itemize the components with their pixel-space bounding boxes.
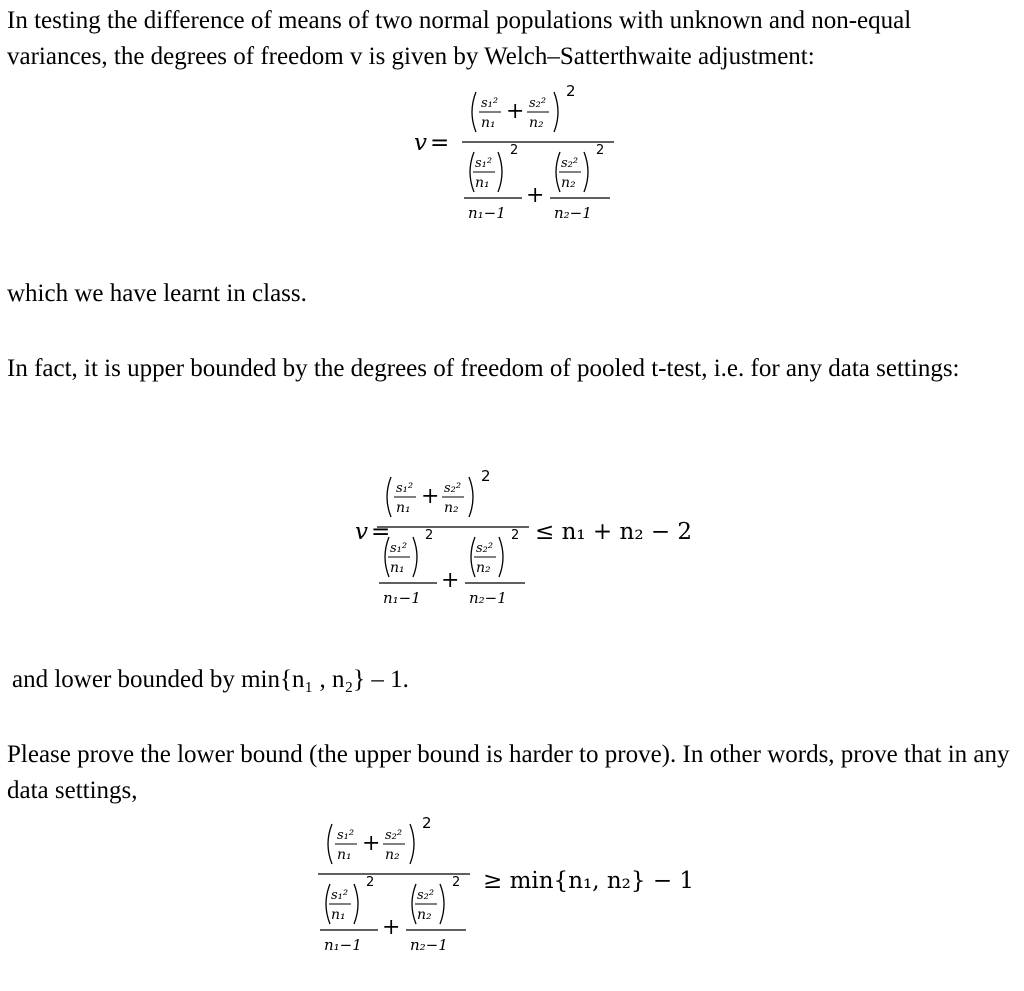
left-paren [387, 477, 391, 517]
upper-bound-equation [355, 455, 715, 625]
intro-paragraph: In testing the difference of means of two normal populations with unknown and non-equal variances, the degrees of freedom v is given by Welch–Satterthwaite adjustment: [7, 7, 912, 70]
square-exponent: 2 [566, 82, 576, 100]
den1-denominator: n₁−1 [324, 936, 362, 954]
num-term2-numerator: s₂² [385, 828, 403, 843]
den2-exponent: 2 [452, 875, 461, 890]
den-term1-denominator: n₁ [331, 907, 346, 923]
den-term1-denominator: n₁ [390, 560, 405, 576]
den-plus-sign: + [526, 183, 545, 208]
den2-right-paren [584, 152, 588, 192]
v-symbol: v [414, 130, 427, 156]
num-term2-denominator: n₂ [385, 847, 400, 863]
den-term1-numerator: s₁² [331, 888, 349, 903]
den-term2-denominator: n₂ [476, 560, 491, 576]
welch-lhs [414, 130, 449, 156]
lower-bound-equation [318, 812, 718, 982]
plus-sign: + [506, 99, 525, 124]
welch-fraction [462, 82, 614, 222]
lower-fraction [318, 814, 470, 954]
right-paren [410, 824, 414, 864]
den-term2-numerator: s₂² [476, 541, 494, 556]
lower-rhs: ≥ min{n₁, n₂} − 1 [483, 868, 695, 894]
num-term1-numerator: s₁² [337, 828, 355, 843]
square-exponent: 2 [422, 814, 432, 832]
left-paren [328, 824, 332, 864]
num-term2-numerator: s₂² [529, 96, 547, 111]
den-term2-denominator: n₂ [417, 907, 432, 923]
den-term2-numerator: s₂² [417, 888, 435, 903]
upper-fraction [377, 467, 529, 607]
equals-sign: = [430, 130, 450, 156]
equals-sign: = [371, 519, 391, 545]
square-exponent: 2 [481, 467, 491, 485]
den-term2-numerator: s₂² [561, 156, 579, 171]
den-plus-sign: + [382, 915, 401, 940]
left-paren [472, 92, 476, 132]
den-term1-denominator: n₁ [475, 175, 490, 191]
den2-right-paren [440, 884, 444, 924]
den2-denominator: n₂−1 [554, 204, 592, 222]
den1-exponent: 2 [366, 875, 375, 890]
den-term1-numerator: s₁² [475, 156, 493, 171]
right-paren [554, 92, 558, 132]
den-term2-denominator: n₂ [561, 175, 576, 191]
den2-right-paren [499, 537, 503, 577]
v-symbol: v [355, 519, 368, 545]
den2-exponent: 2 [511, 528, 520, 543]
num-term2-denominator: n₂ [529, 115, 544, 131]
num-term1-denominator: n₁ [481, 115, 496, 131]
den1-denominator: n₁−1 [383, 589, 421, 607]
welch-equation [400, 80, 630, 240]
plus-sign: + [421, 484, 440, 509]
den1-right-paren [354, 884, 358, 924]
den1-right-paren [498, 152, 502, 192]
den1-exponent: 2 [510, 143, 519, 158]
num-term1-numerator: s₁² [481, 96, 499, 111]
upper-rhs: ≤ n₁ + n₂ − 2 [535, 519, 693, 545]
den1-exponent: 2 [425, 528, 434, 543]
plus-sign: + [362, 831, 381, 856]
den-plus-sign: + [441, 568, 460, 593]
den2-denominator: n₂−1 [410, 936, 448, 954]
num-term1-denominator: n₁ [396, 500, 411, 516]
lower-bound-paragraph: and lower bounded by min{n₁ , n₂} – 1. [12, 666, 409, 693]
num-term2-numerator: s₂² [444, 481, 462, 496]
num-term1-numerator: s₁² [396, 481, 414, 496]
den2-denominator: n₂−1 [469, 589, 507, 607]
den2-exponent: 2 [596, 143, 605, 158]
den-term1-numerator: s₁² [390, 541, 408, 556]
prove-paragraph: Please prove the lower bound (the upper bound is harder to prove). In other words, prove that in any data settings, [7, 741, 1010, 804]
den1-right-paren [413, 537, 417, 577]
den1-denominator: n₁−1 [468, 204, 506, 222]
upper-paragraph: In fact, it is upper bounded by the degrees of freedom of pooled t-test, i.e. for any data settings: [7, 355, 960, 382]
num-term1-denominator: n₁ [337, 847, 352, 863]
learnt-paragraph: which we have learnt in class. [7, 280, 307, 307]
right-paren [469, 477, 473, 517]
num-term2-denominator: n₂ [444, 500, 459, 516]
